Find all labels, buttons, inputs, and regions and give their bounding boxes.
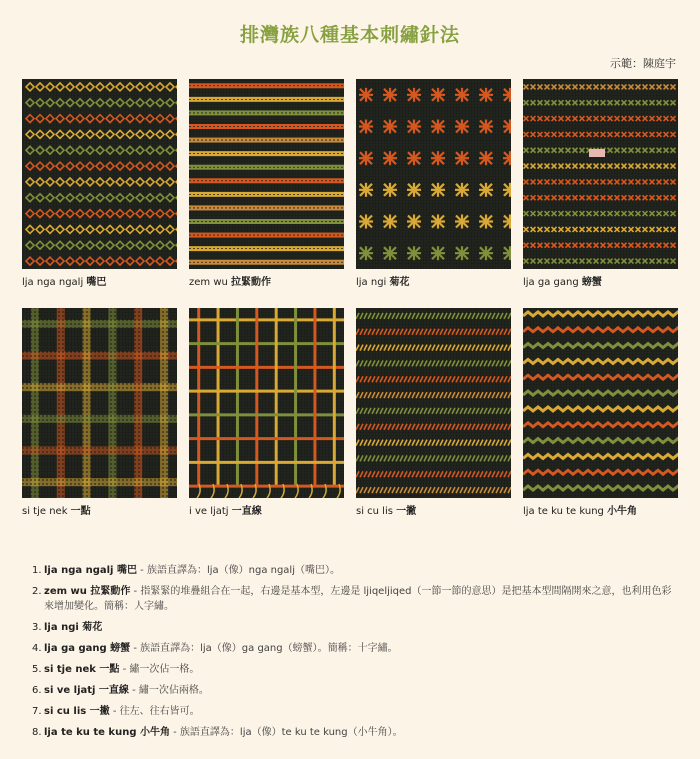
stitch-tile bbox=[189, 308, 344, 517]
embroidery-pattern bbox=[523, 79, 678, 269]
note-desc: - 族語直譯為：lja（像）te ku te kung（小牛角）。 bbox=[173, 727, 403, 738]
caption-roman: si tje nek bbox=[22, 506, 68, 517]
stitch-swatch bbox=[356, 308, 511, 498]
note-body bbox=[44, 662, 672, 677]
stitch-caption bbox=[356, 502, 511, 517]
stitch-tile bbox=[356, 79, 511, 288]
stitch-tile bbox=[22, 79, 177, 288]
caption-chinese: 一撇 bbox=[396, 506, 417, 517]
note-desc: - 族語直譯為：lja（像）nga ngalj（嘴巴）。 bbox=[140, 565, 340, 576]
note-term: si cu lis 一撇 bbox=[44, 706, 110, 717]
caption-chinese: 嘴巴 bbox=[86, 277, 107, 288]
note-item bbox=[32, 725, 672, 740]
stitch-caption bbox=[22, 273, 177, 288]
caption-chinese: 螃蟹 bbox=[581, 277, 602, 288]
note-desc: - 族語直譯為：lja（像）ga gang（螃蟹）。簡稱：十字繡。 bbox=[133, 643, 398, 654]
note-term: lja te ku te kung 小牛角 bbox=[44, 727, 170, 738]
note-item bbox=[32, 563, 672, 578]
note-number: 5. bbox=[32, 664, 42, 675]
note-body bbox=[44, 620, 672, 635]
embroidery-pattern bbox=[356, 79, 511, 269]
credit-line: 示範：陳庭宇 bbox=[610, 57, 676, 70]
note-term: lja ngi 菊花 bbox=[44, 622, 103, 633]
note-term: si tje nek 一點 bbox=[44, 664, 120, 675]
embroidery-pattern bbox=[356, 308, 511, 498]
caption-chinese: 一點 bbox=[70, 506, 91, 517]
embroidery-pattern bbox=[189, 308, 344, 498]
note-desc: - 繡一次佔兩格。 bbox=[132, 685, 209, 696]
note-desc: - 往左、往右皆可。 bbox=[112, 706, 200, 717]
note-body bbox=[44, 704, 672, 719]
caption-chinese: 一直線 bbox=[231, 506, 262, 517]
note-number: 7. bbox=[32, 706, 42, 717]
note-body bbox=[44, 641, 672, 656]
stitch-tile bbox=[356, 308, 511, 517]
stitch-caption bbox=[356, 273, 511, 288]
note-number: 2. bbox=[32, 586, 42, 597]
note-number: 4. bbox=[32, 643, 42, 654]
note-item bbox=[32, 584, 672, 614]
note-item bbox=[32, 620, 672, 635]
caption-roman: lja nga ngalj bbox=[22, 277, 84, 288]
note-number: 3. bbox=[32, 622, 42, 633]
stitch-caption bbox=[523, 273, 678, 288]
embroidery-pattern bbox=[22, 79, 177, 269]
stitch-caption bbox=[189, 273, 344, 288]
stitch-swatch bbox=[523, 79, 678, 269]
stitch-swatch bbox=[523, 308, 678, 498]
note-body bbox=[44, 584, 672, 614]
embroidery-pattern bbox=[523, 308, 678, 498]
note-body bbox=[44, 725, 672, 740]
embroidery-pattern bbox=[22, 308, 177, 498]
note-number: 1. bbox=[32, 565, 42, 576]
note-body bbox=[44, 563, 672, 578]
stitch-notes bbox=[32, 563, 672, 746]
note-body bbox=[44, 683, 672, 698]
stitch-swatch bbox=[189, 308, 344, 498]
note-item bbox=[32, 641, 672, 656]
caption-chinese: 菊花 bbox=[389, 277, 410, 288]
caption-chinese: 小牛角 bbox=[607, 506, 638, 517]
embroidery-pattern bbox=[189, 79, 344, 269]
caption-roman: lja ngi bbox=[356, 277, 387, 288]
note-term: lja nga ngalj 嘴巴 bbox=[44, 565, 137, 576]
caption-roman: zem wu bbox=[189, 277, 228, 288]
stitch-swatch bbox=[189, 79, 344, 269]
page-title: 排灣族八種基本刺繡針法 bbox=[239, 24, 460, 46]
stitch-swatch bbox=[22, 79, 177, 269]
caption-roman: i ve ljatj bbox=[189, 506, 229, 517]
note-term: zem wu 拉緊動作 bbox=[44, 586, 131, 597]
note-item bbox=[32, 704, 672, 719]
note-desc: - 繡一次佔一格。 bbox=[122, 664, 200, 675]
note-number: 6. bbox=[32, 685, 42, 696]
stitch-swatch bbox=[356, 79, 511, 269]
stitch-caption bbox=[189, 502, 344, 517]
note-number: 8. bbox=[32, 727, 42, 738]
stitch-caption bbox=[523, 502, 678, 517]
stitch-tile bbox=[189, 79, 344, 288]
caption-chinese: 拉緊動作 bbox=[231, 277, 272, 288]
stitch-swatch bbox=[22, 308, 177, 498]
note-desc: - 指緊緊的堆疊組合在一起，右邊是基本型，左邊是 ljiqeljiqed（一節一節的意思）是把基本型間隔開來之意，也利用色彩來增加變化。簡稱：人字繡。 bbox=[44, 586, 672, 612]
note-item bbox=[32, 683, 672, 698]
note-term: si ve ljatj 一直線 bbox=[44, 685, 129, 696]
stitch-tile bbox=[22, 308, 177, 517]
note-term: lja ga gang 螃蟹 bbox=[44, 643, 131, 654]
caption-roman: lja te ku te kung bbox=[523, 506, 604, 517]
caption-roman: si cu lis bbox=[356, 506, 393, 517]
stitch-tile bbox=[523, 79, 678, 288]
stitch-caption bbox=[22, 502, 177, 517]
note-item bbox=[32, 662, 672, 677]
caption-roman: lja ga gang bbox=[523, 277, 579, 288]
stitch-tile bbox=[523, 308, 678, 517]
